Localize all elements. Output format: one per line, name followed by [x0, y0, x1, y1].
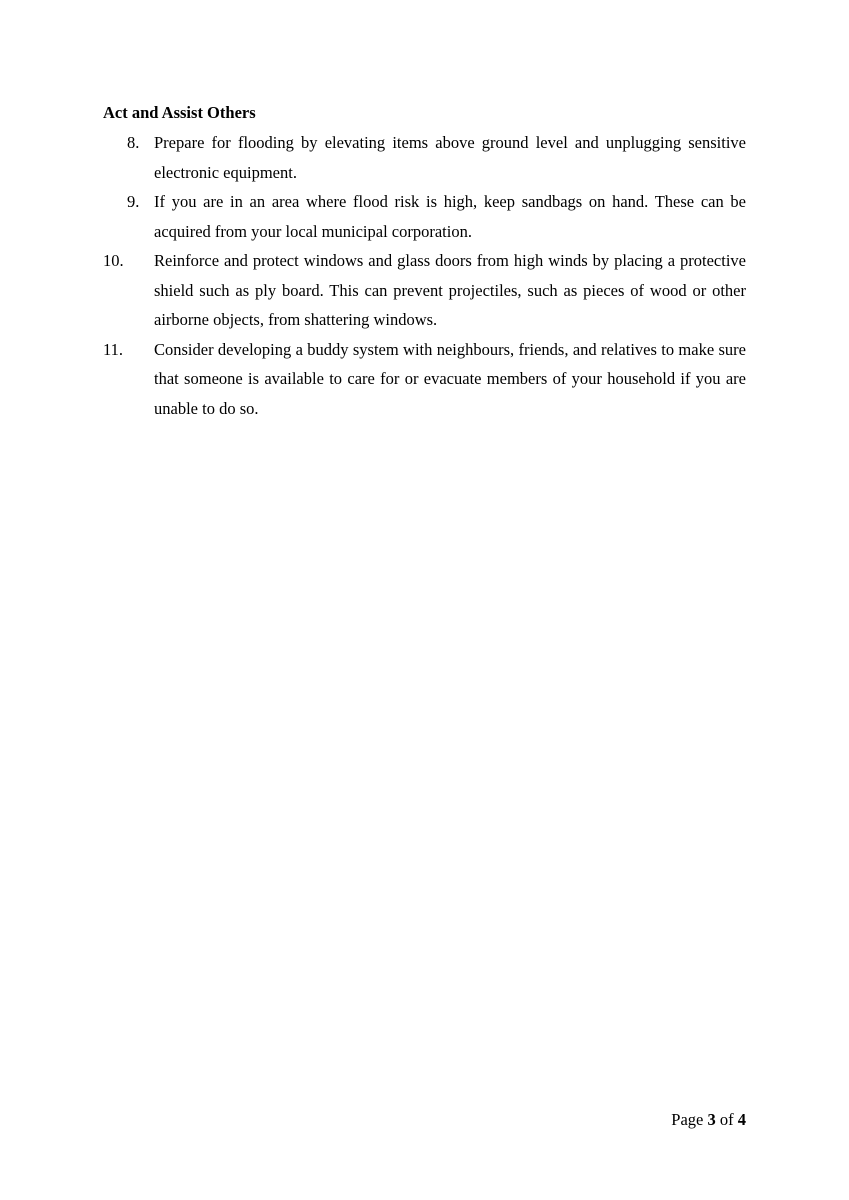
list-item-number: 11. — [103, 339, 124, 359]
list-item — [103, 246, 746, 335]
numbered-list — [103, 128, 746, 423]
list-item-number: 8. — [127, 133, 140, 152]
list-item-number: 9. — [127, 192, 140, 211]
page-content — [103, 101, 746, 423]
current-page-number: 3 — [707, 1110, 716, 1129]
page-footer — [671, 1108, 746, 1132]
list-item — [103, 128, 746, 187]
page-label: Page — [671, 1110, 704, 1129]
total-pages-number: 4 — [737, 1110, 746, 1129]
section-heading: Act and Assist Others — [103, 103, 256, 122]
list-item-text: Consider developing a buddy system with neighbours, friends, and relatives to make sure that someone is available to care for or evacuate members of your household if you are unable to do so. — [154, 339, 746, 418]
list-item-text: Reinforce and protect windows and glass doors from high winds by placing a protective shield such as ply board. This can prevent projectiles, such as pieces of wood or other airborne objects, from shattering windows. — [154, 251, 746, 329]
list-item-text: If you are in an area where flood risk is high, keep sandbags on hand. These can be acquired from your local municipal corporation. — [154, 192, 746, 241]
of-label: of — [719, 1110, 734, 1129]
list-item — [103, 335, 746, 424]
list-item-text: Prepare for flooding by elevating items above ground level and unplugging sensitive electronic equipment. — [154, 133, 746, 182]
list-item-number: 10. — [103, 251, 124, 270]
list-item — [103, 187, 746, 246]
